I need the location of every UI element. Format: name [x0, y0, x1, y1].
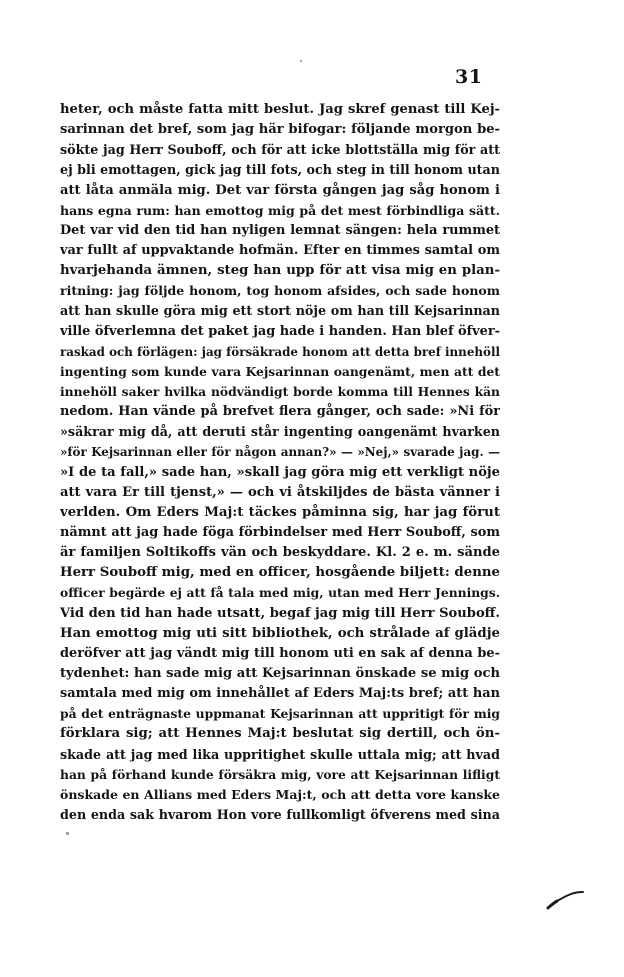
text-line: förklara sig; att Hennes Maj:t beslutat sig dertill, och ön- — [60, 726, 500, 742]
text-line: den enda sak hvarom Hon vore fullkomligt öfverens med sina — [60, 806, 500, 822]
text-line: var fullt af uppvaktande hofmän. Efter en timmes samtal om — [60, 242, 500, 258]
text-line: samtala med mig om innehållet af Eders Maj:ts bref; att han — [60, 686, 500, 702]
text-line: ingenting som kunde vara Kejsarinnan oangenämt, men att det — [60, 363, 500, 379]
text-line: hvarjehanda ämnen, steg han upp för att visa mig en plan- — [60, 263, 500, 279]
text-line: »säkrar mig då, att deruti står ingenting oangenämt hvarken — [60, 424, 500, 440]
text-line: att vara Er till tjenst,» — och vi åtskiljdes de bästa vänner i — [60, 484, 500, 500]
text-line: nämnt att jag hade föga förbindelser med Herr Souboff, som — [60, 524, 500, 540]
text-line: nedom. Han vände på brefvet flera gånger, och sade: »Ni för — [60, 404, 500, 420]
text-line: verlden. Om Eders Maj:t täckes påminna sig, har jag förut — [60, 504, 500, 520]
text-line: officer begärde ej att få tala med mig, utan med Herr Jennings. — [60, 585, 500, 601]
text-line: skade att jag med lika uppritighet skulle uttala mig; att hvad — [60, 746, 500, 762]
text-line: hans egna rum: han emottog mig på det mest förbindliga sätt. — [60, 202, 500, 218]
text-line: Han emottog mig uti sitt bibliothek, och strålade af glädje — [60, 625, 500, 641]
text-line: »I de ta fall,» sade han, »skall jag göra mig ett verkligt nöje — [60, 464, 500, 480]
text-line: raskad och förlägen: jag försäkrade honom att detta bref innehöll — [60, 344, 500, 359]
text-line: »för Kejsarinnan eller för någon annan?» — »Nej,» svarade jag. — — [60, 445, 500, 460]
text-line: sökte jag Herr Souboff, och för att icke blottställa mig för att — [60, 142, 500, 158]
pen-stroke-mark — [545, 888, 585, 912]
text-line: ej bli emottagen, gick jag till fots, och steg in till honom utan — [60, 162, 500, 178]
stray-dot-mark — [300, 60, 302, 62]
text-line: ville öfverlemna det paket jag hade i handen. Han blef öfver- — [60, 323, 500, 339]
margin-mark — [66, 832, 69, 835]
text-line: heter, och måste fatta mitt beslut. Jag skref genast till Kej- — [60, 102, 500, 117]
page-number: 31 — [455, 66, 483, 88]
text-line: att låta anmäla mig. Det var första gången jag såg honom i — [60, 182, 500, 198]
text-line: Herr Souboff mig, med en officer, hosgående biljett: denne — [60, 565, 500, 581]
text-line: sarinnan det bref, som jag här bifogar: följande morgon be- — [60, 122, 500, 138]
text-line: innehöll saker hvilka nödvändigt borde komma till Hennes kän — [60, 383, 500, 399]
text-line: han på förhand kunde försäkra mig, vore att Kejsarinnan lifligt — [60, 766, 500, 782]
text-line: ritning: jag följde honom, tog honom afsides, och sade honom — [60, 283, 500, 299]
text-line: tydenhet: han sade mig att Kejsarinnan önskade se mig och — [60, 665, 500, 681]
text-line: att han skulle göra mig ett stort nöje om han till Kejsarinnan — [60, 303, 500, 319]
text-line: på det enträgnaste uppmanat Kejsarinnan att uppritigt för mig — [60, 706, 500, 722]
text-line: deröfver att jag vändt mig till honom uti en sak af denna be- — [60, 645, 500, 661]
body-text — [60, 100, 500, 825]
text-line: Vid den tid han hade utsatt, begaf jag mig till Herr Souboff. — [60, 605, 500, 621]
text-line: Det var vid den tid han nyligen lemnat sängen: hela rummet — [60, 222, 500, 238]
text-line: önskade en Allians med Eders Maj:t, och att detta vore kanske — [60, 786, 500, 802]
text-line: är familjen Soltikoffs vän och beskyddare. Kl. 2 e. m. sände — [60, 545, 500, 561]
